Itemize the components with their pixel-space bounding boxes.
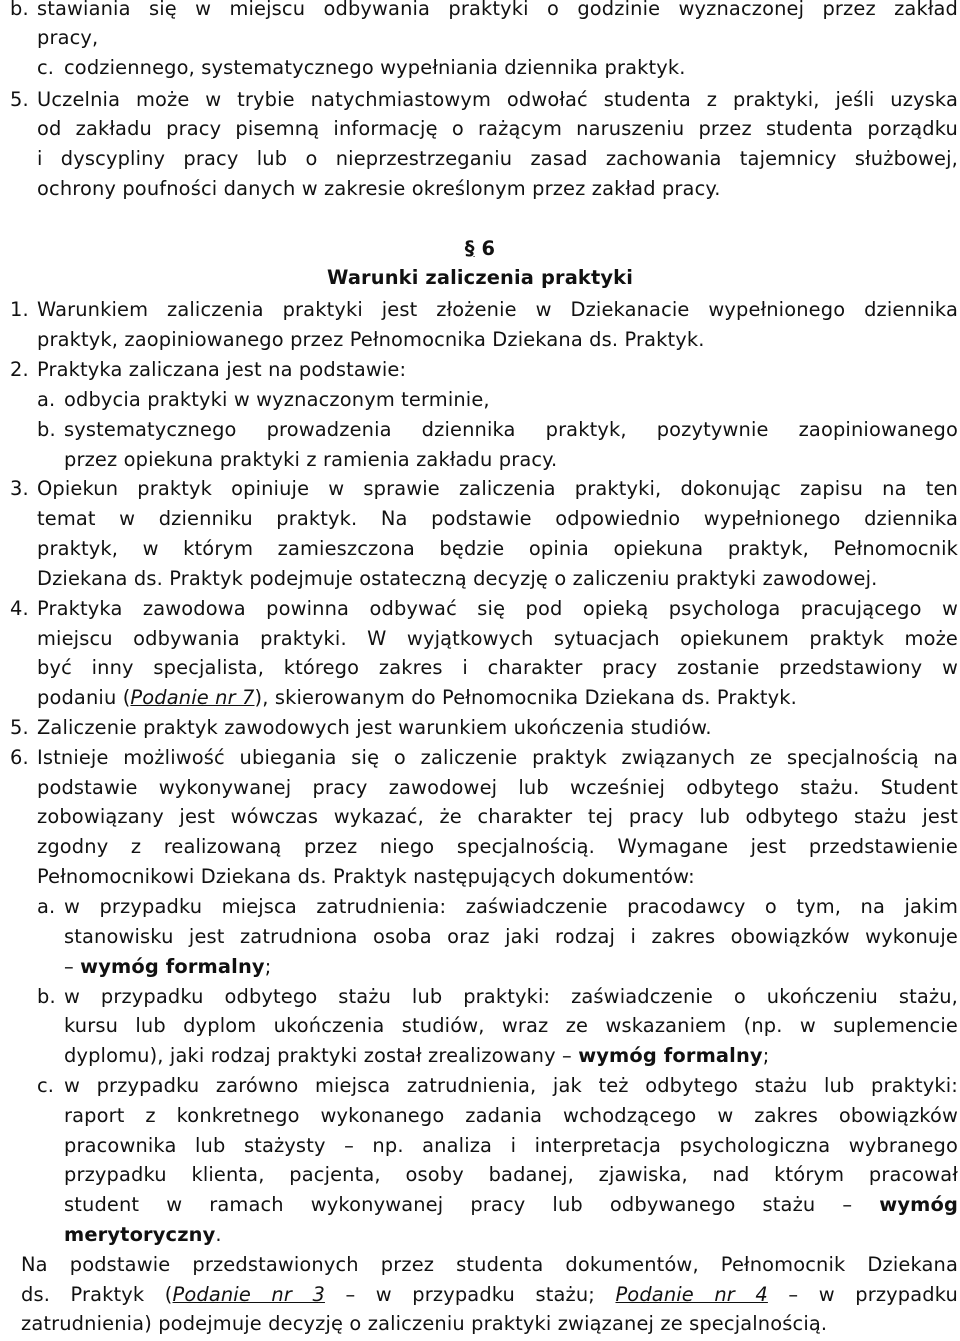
item-6b-last-line [64,1045,769,1067]
item-b-line: stawiania się w miejscu odbywania praktyki o godzinie wyznaczonej przez zakład [37,0,958,20]
item-6a-text: – [64,955,81,978]
podanie-7-link[interactable]: Podanie nr 7 [130,686,255,709]
item-6c-line: pracownika lub stażysty – np. analiza i interpretacja psychologiczna wybranego [64,1134,958,1157]
item-5-line: od zakładu pracy pisemną informację o rażącym naruszeniu przez studenta porządku [37,117,958,140]
item-3-marker: 3. [10,477,29,500]
section-title: Warunki zaliczenia praktyki [326,266,634,289]
closing-line-2 [21,1284,958,1306]
item-6a-text: ; [264,955,272,978]
item-5b-marker: 5. [10,716,29,739]
item-6c-text: student w ramach wykonywanej pracy lub odbywanego stażu – [64,1193,880,1216]
section-number-value: 6 [481,237,496,260]
item-2-marker: 2. [10,358,29,381]
item-2a-text: odbycia praktyki w wyznaczonym terminie, [64,388,490,411]
item-2b-line: przez opiekuna praktyki z ramienia zakładu pracy. [64,448,558,471]
requirement-substantive: wymóg [879,1193,958,1216]
item-4-marker: 4. [10,597,29,620]
item-1-marker: 1. [10,298,29,321]
item-b-line: pracy, [37,26,99,49]
item-4-text: podaniu ( [37,686,131,709]
item-6c-line: przypadku klienta, pacjenta, osoby badanej, zjawiska, nad którym pracował [64,1163,958,1186]
item-4-line: być inny specjalista, którego zakres i charakter pracy zostanie przedstawiony w [37,656,958,679]
item-6c-line: raport z konkretnego wykonanego zadania wchodzącego w zakres obowiązków [64,1104,958,1127]
item-6-line: zobowiązany jest wówczas wykazać, że charakter tej pracy lub odbytego stażu jest [37,805,958,828]
item-c-marker: c. [37,56,55,79]
item-4-last-line [37,687,797,709]
closing-line: Na podstawie przedstawionych przez studenta dokumentów, Pełnomocnik Dziekana [21,1253,958,1276]
item-6b-text: dyplomu), jaki rodzaj praktyki został zrealizowany – [64,1044,579,1067]
podanie-4-link[interactable]: Podanie nr 4 [615,1283,768,1306]
item-6-line: podstawie wykonywanej pracy zawodowej lub wcześniej odbytego stażu. Student [37,776,958,799]
item-6a-last-line [64,956,271,978]
item-6-line: Pełnomocnikowi Dziekana ds. Praktyk następujących dokumentów: [37,865,695,888]
item-1-line: Warunkiem zaliczenia praktyki jest złożenie w Dziekanacie wypełnionego dziennika [37,298,958,321]
closing-text: – w przypadku stażu; [345,1283,616,1306]
item-4-text: ), skierowanym do Pełnomocnika Dziekana ds. Praktyk. [254,686,797,709]
item-6a-marker: a. [37,895,56,918]
item-6a-line: stanowisku jest zatrudniona osoba oraz jaki rodzaj i zakres obowiązków wykonuje [64,925,958,948]
item-6-line: zgodny z realizowaną przez niego specjalnością. Wymagane jest przedstawienie [37,835,958,858]
item-2b-marker: b. [37,418,56,441]
item-4-line: Praktyka zawodowa powinna odbywać się pod opieką psychologa pracującego w [37,597,958,620]
item-5-line: ochrony poufności danych w zakresie określonym przez zakład pracy. [37,177,721,200]
item-6b-text: ; [762,1044,770,1067]
item-5-marker: 5. [10,88,29,111]
item-2a-marker: a. [37,388,56,411]
closing-line: zatrudnienia) podejmuje decyzję o zaliczeniu praktyki związanej ze specjalnością. [21,1312,828,1335]
closing-text: ds. Praktyk ( [21,1283,173,1306]
item-6b-line: kursu lub dyplom ukończenia studiów, wraz ze wskazaniem (np. w suplemencie [64,1014,958,1037]
item-6c-marker: c. [37,1074,55,1097]
item-3-line: Dziekana ds. Praktyk podejmuje ostateczną decyzję o zaliczeniu praktyki zawodowej. [37,567,878,590]
item-3-line: Opiekun praktyk opiniuje w sprawie zaliczenia praktyki, dokonując zapisu na ten [37,477,958,500]
requirement-formal: wymóg formalny [80,955,265,978]
item-6b-line: w przypadku odbytego stażu lub praktyki: zaświadczenie o ukończeniu stażu, [64,985,958,1008]
item-5-line: Uczelnia może w trybie natychmiastowym odwołać studenta z praktyki, jeśli uzyska [37,88,958,111]
item-3-line: temat w dzienniku praktyk. Na podstawie odpowiednio wypełnionego dziennika [37,507,958,530]
item-1-line: praktyk, zaopiniowanego przez Pełnomocnika Dziekana ds. Praktyk. [37,328,705,351]
section-symbol: § [464,237,475,260]
item-6c-line-5 [64,1194,958,1216]
requirement-substantive: merytoryczny [64,1223,216,1246]
item-3-line: praktyk, w którym zamieszczona będzie opinia opiekuna praktyk, Pełnomocnik [37,537,958,560]
item-6-line: Istnieje możliwość ubiegania się o zaliczenie praktyk związanych ze specjalnością na [37,746,958,769]
item-6c-line: w przypadku zarówno miejsca zatrudnienia, jak też odbytego stażu lub praktyki: [64,1074,958,1097]
requirement-formal: wymóg formalny [578,1044,763,1067]
item-6b-marker: b. [37,985,56,1008]
item-2-text: Praktyka zaliczana jest na podstawie: [37,358,407,381]
item-6c-text: . [215,1223,222,1246]
item-b-marker: b. [10,0,29,20]
item-2b-line: systematycznego prowadzenia dziennika praktyk, pozytywnie zaopiniowanego [64,418,958,441]
section-number [0,237,960,261]
item-6a-line: w przypadku miejsca zatrudnienia: zaświadczenie pracodawcy o tym, na jakim [64,895,958,918]
item-5-line: i dyscypliny pracy lub o nieprzestrzeganiu zasad zachowania tajemnicy służbowej, [37,147,958,170]
podanie-3-link[interactable]: Podanie nr 3 [172,1283,325,1306]
item-c-text: codziennego, systematycznego wypełniania dziennika praktyk. [64,56,686,79]
item-6c-line-6 [64,1224,222,1246]
item-4-line: miejscu odbywania praktyki. W wyjątkowych sytuacjach opiekunem praktyk może [37,627,958,650]
closing-text: – w przypadku [788,1283,958,1306]
item-6-marker: 6. [10,746,29,769]
item-5b-text: Zaliczenie praktyk zawodowych jest warunkiem ukończenia studiów. [37,716,712,739]
